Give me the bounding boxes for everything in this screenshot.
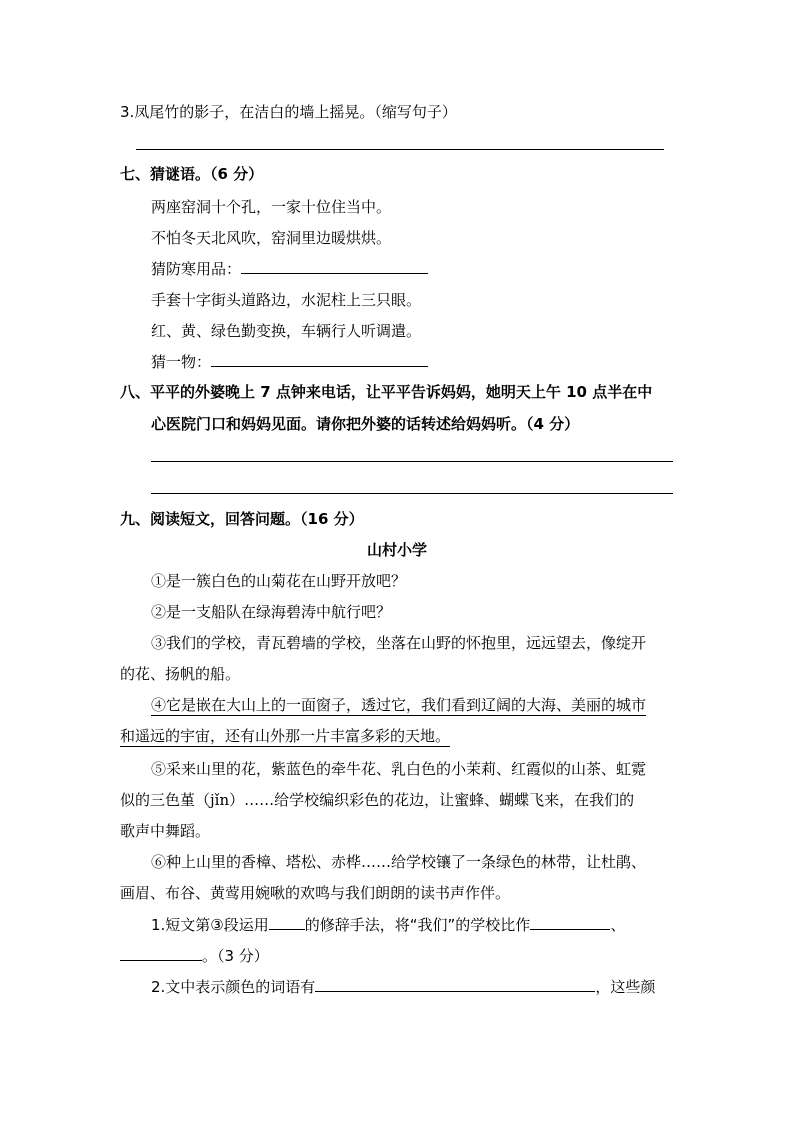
q9-sub1-line1: [151, 915, 625, 935]
q9-sub1-text4: 。（3 分）: [202, 947, 269, 965]
q6-item3-text: 3.凤尾竹的影子，在洁白的墙上摇晃。（缩写句子）: [120, 103, 457, 121]
q9-heading: 九、阅读短文，回答问题。（16 分）: [120, 510, 364, 528]
q9-sub1-text2: 的修辞手法，将“我们”的学校比作: [304, 916, 531, 934]
passage-p4-line2: [120, 726, 450, 746]
q7-riddle2-line2: 红、黄、绿色勤变换，车辆行人听调遣。: [151, 322, 422, 340]
q8-heading-line2: 心医院门口和妈妈见面。请你把外婆的话转述给妈妈听。（4 分）: [151, 415, 580, 433]
q8-answer-line1[interactable]: [151, 461, 673, 462]
q7-riddle2-blank[interactable]: [211, 352, 428, 367]
passage-p2: ②是一支船队在绿海碧涛中航行吧？: [151, 603, 392, 621]
q9-sub2-line1: [151, 977, 655, 997]
q9-sub1-blank-metaphor2[interactable]: [120, 946, 202, 961]
q9-sub2-blank-colors[interactable]: [315, 977, 595, 992]
q9-sub1-line2: [120, 946, 269, 966]
passage-p4-line1: [151, 695, 646, 715]
q9-sub1-blank-metaphor1[interactable]: [530, 915, 610, 930]
passage-p4-line1-text: ④它是嵌在大山上的一面窗子，透过它，我们看到辽阔的大海、美丽的城市: [151, 696, 647, 714]
q7-riddle1-answer: [151, 259, 428, 279]
q7-riddle2-prompt: 猜一物：: [151, 353, 212, 371]
q7-riddle1-blank[interactable]: [241, 259, 428, 274]
q8-heading-line1: 八、平平的外婆晚上 7 点钟来电话，让平平告诉妈妈，她明天上午 10 点半在中: [120, 383, 653, 401]
passage-p6-line2: 画眉、布谷、黄莺用婉啾的欢鸣与我们朗朗的读书声作伴。: [120, 884, 511, 902]
q9-sub1-text1: 1.短文第③段运用: [151, 916, 269, 934]
q9-sub2-text1: 2.文中表示颜色的词语有: [151, 978, 316, 996]
passage-p4-line2-text: 和遥远的宇宙，还有山外那一片丰富多彩的天地。: [120, 727, 451, 745]
q9-sub1-blank-rhetoric[interactable]: [269, 915, 305, 930]
q7-riddle1-line1: 两座窑洞十个孔，一家十位住当中。: [151, 198, 392, 216]
passage-p6-line1: ⑥种上山里的香樟、塔松、赤桦……给学校镶了一条绿色的林带，让杜鹃、: [151, 853, 647, 871]
q7-heading: 七、猜谜语。（6 分）: [120, 165, 264, 183]
passage-p5-line2: 似的三色堇（jǐn）……给学校编织彩色的花边，让蜜蜂、蝴蝶飞来，在我们的: [120, 791, 635, 809]
q9-sub1-text3: 、: [610, 916, 626, 934]
q7-riddle1-line2: 不怕冬天北风吹，窑洞里边暖烘烘。: [151, 229, 392, 247]
passage-p3-line2: 的花、扬帆的船。: [120, 665, 241, 683]
q9-sub2-text2: ，这些颜: [595, 978, 656, 996]
q7-riddle1-prompt: 猜防寒用品：: [151, 260, 242, 278]
q6-item3-answer-line[interactable]: [136, 149, 664, 150]
passage-p3-line1: ③我们的学校，青瓦碧墙的学校，坐落在山野的怀抱里，远远望去，像绽开: [151, 634, 647, 652]
passage-title: 山村小学: [366, 541, 427, 559]
passage-p5-line1: ⑤采来山里的花，紫蓝色的牵牛花、乳白色的小茉莉、红霞似的山茶、虹霓: [151, 760, 647, 778]
q7-riddle2-line1: 手套十字街头道路边，水泥柱上三只眼。: [151, 291, 422, 309]
passage-p1: ①是一簇白色的山菊花在山野开放吧？: [151, 572, 407, 590]
passage-p5-line3: 歌声中舞蹈。: [120, 822, 211, 840]
q8-answer-line2[interactable]: [151, 493, 673, 494]
q7-riddle2-answer: [151, 352, 428, 372]
